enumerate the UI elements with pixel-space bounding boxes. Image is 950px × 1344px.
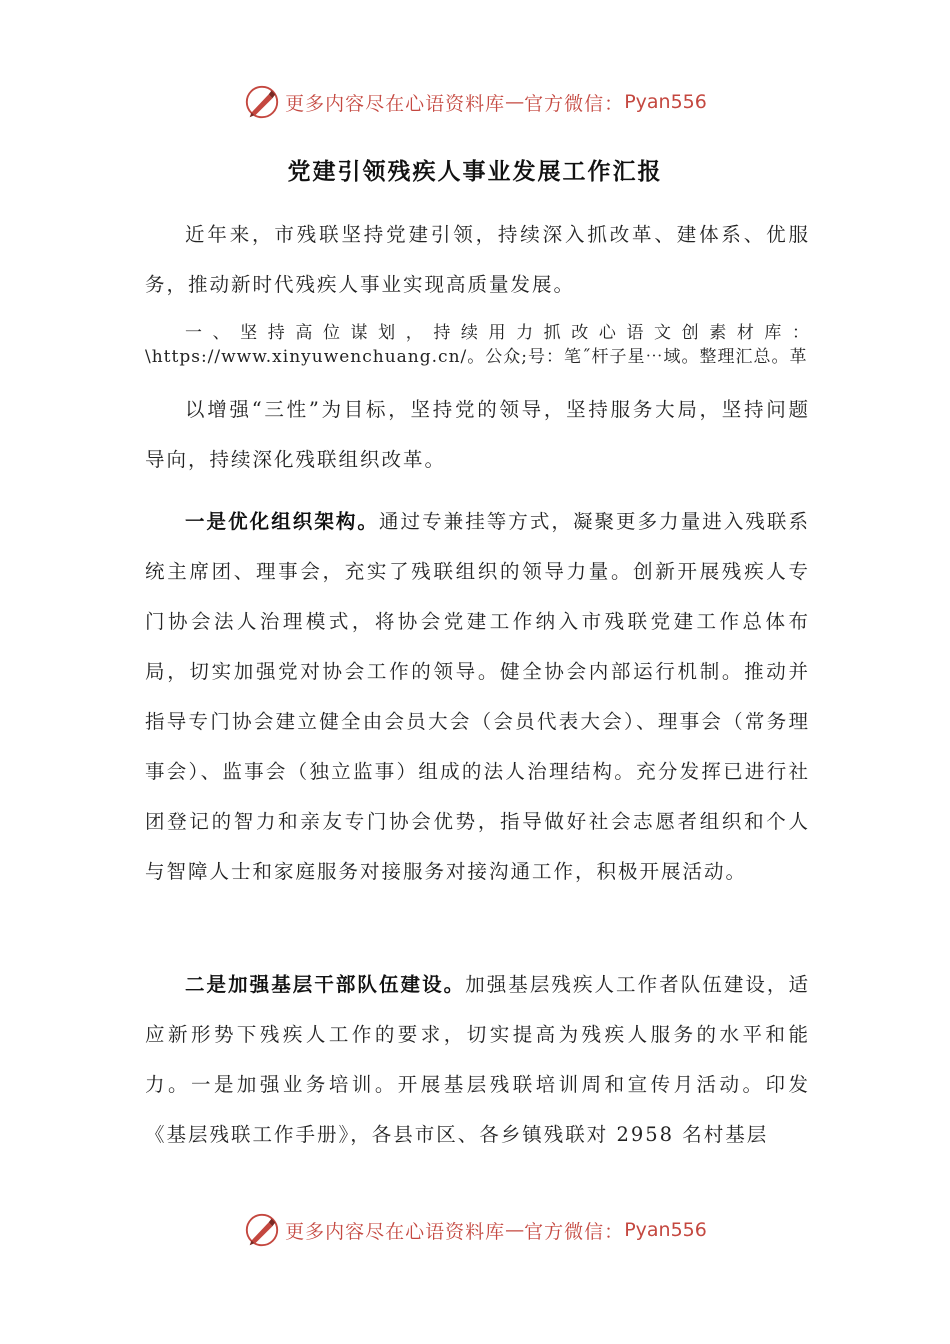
pen-logo-icon <box>243 83 281 121</box>
watermark-wechat-id: Pyan556 <box>624 1219 707 1241</box>
watermark-separator: — <box>505 91 525 113</box>
point1-paragraph <box>145 497 810 897</box>
pen-logo-icon <box>243 1211 281 1249</box>
watermark-banner-bottom <box>0 1210 950 1250</box>
intro-paragraph: 近年来，市残联坚持党建引领，持续深入抓改革、建体系、优服务，推动新时代残疾人事业实现高质量发展。 <box>145 223 810 296</box>
watermark-banner-top <box>0 82 950 122</box>
watermark-separator: — <box>505 1219 525 1241</box>
point2-lead: 二是加强基层干部队伍建设。 <box>185 973 466 996</box>
watermark-text: 更多内容尽在心语资料库 <box>285 92 506 115</box>
section1-heading: 一、坚持高位谋划，持续用力抓改心语文创素材库：\https://www.xinyuwenchuang.cn/。公众;号：笔˝杆子星⋯域。整理汇总。革 <box>145 323 810 367</box>
point1-lead: 一是优化组织架构。 <box>185 510 379 533</box>
point1-body: 通过专兼挂等方式，凝聚更多力量进入残联系统主席团、理事会，充实了残联组织的领导力量。创新开展残疾人专门协会法人治理模式，将协会党建工作纳入市残联党建工作总体布局，切实加强党对协会工作的领导。健全协会内部运行机制。推动并指导专门协会建立健全由会员大会（会员代表大会）、理事会（常务理事会）、监事会（独立监事）组成的法人治理结构。充分发挥已进行社团登记的智力和亲友专门协会优势，指导做好社会志愿者组织和个人与智障人士和家庭服务对接服务对接沟通工作，积极开展活动。 <box>145 510 810 883</box>
watermark-text: 更多内容尽在心语资料库 <box>285 1220 506 1243</box>
document-title: 党建引领残疾人事业发展工作汇报 <box>287 159 663 185</box>
watermark-wechat-id: Pyan556 <box>624 91 707 113</box>
watermark-wechat-label: 官方微信： <box>524 92 625 115</box>
section1-intro: 以增强“三性”为目标，坚持党的领导，坚持服务大局，坚持问题导向，持续深化残联组织改革。 <box>145 398 810 471</box>
point2-body: 加强基层残疾人工作者队伍建设，适应新形势下残疾人工作的要求，切实提高为残疾人服务的水平和能力。一是加强业务培训。开展基层残联培训周和宣传月活动。印发《基层残联工作手册》，各县市区、各乡镇残联对 2958 名村基层 <box>145 973 810 1146</box>
watermark-wechat-label: 官方微信： <box>524 1220 625 1243</box>
point2-paragraph <box>145 960 810 1160</box>
